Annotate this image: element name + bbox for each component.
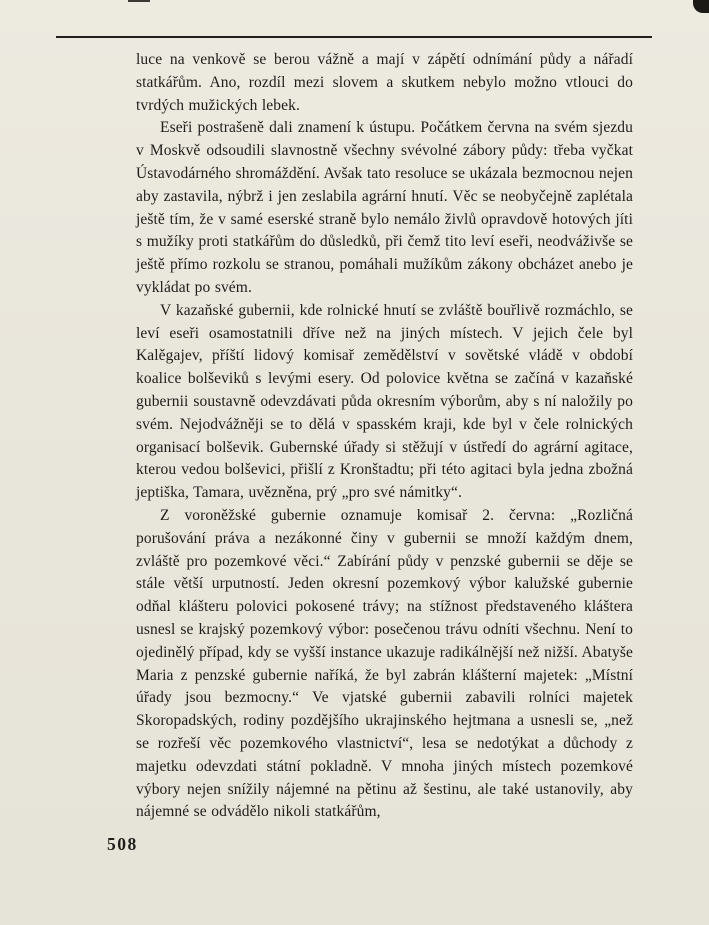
paragraph: Eseři postrašeně dali znamení k ústupu. Počátkem června na svém sjezdu v Moskvě odsoudili slavnostně všechny svévolné zábory půdy: třeba vyčkat Ústavodárného shromáždění. Avšak tato resoluce se ukázala bezmocnou nejen aby zastavila, nýbrž i jen zeslabila agrární hnutí. Věc se neobyčejně zaplétala ještě tím, že v samé eserské straně bylo nemálo živlů opravdově hotových jíti s mužíky proti statkářům do důsledků, při čemž tito leví eseři, neodváživše se ještě přímo rozkolu se stranou, pomáhali mužíkům zákony obcházet anebo je vykládat po svém. <box>136 119 633 296</box>
scan-artifact-corner <box>693 0 709 13</box>
paragraph: V kazaňské gubernii, kde rolnické hnutí se zvláště bouřlivě rozmáchlo, se leví eseři osamostatnili dříve než na jiných místech. V jejich čele byl Kalěgajev, příští lidový komisař zemědělství v sovětské vládě v období koalice bolševiků s levými esery. Od polovice května se začíná v kazaňské gubernii soustavně odevzdávati půda okresním výborům, aby s ní naložily po svém. Nejodvážněji se to dělá v spasském kraji, kde byl v čele rolnických organisací bolševik. Gubernské úřady si stěžují v ústředí do agrární agitace, kterou vedou bolševici, přišlí z Kronštadtu; při této agitaci byla jedna zbožná jeptiška, Tamara, uvězněna, prý „pro své námitky“. <box>136 301 633 502</box>
page-number: 508 <box>107 834 138 854</box>
header-rule <box>56 36 652 38</box>
paragraph: Z voroněžské gubernie oznamuje komisař 2. června: „Rozličná porušování práva a nezákonné činy v gubernii se množí každým dnem, zvláště pro pozemkové věci.“ Zabírání půdy v penzské gubernii se děje se stále větší urputností. Jeden okresní pozemkový výbor kalužské gubernie odňal klášteru polovici pokosené trávy; na stížnost představeného kláštera usnesl se krajský pozemkový výbor: posečenou trávu odníti všechnu. Není to ojedinělý případ, kdy se vyšší instance ukazuje radikálnější než nižší. Abatyše Maria z penzské gubernie naříká, že byl zabrán klášterní majetek: „Místní úřady jsou bezmocny.“ Ve vjatské gubernii zabavili rolníci majetek Skoropadských, rodiny pozdějšího ukrajinského hejtmana a usnesli se, „než se rozřeší věc pozemkového vlastnictví“, lesa se nedotýkat a důchody z majetku odevzdati státní pokladně. V mnoha jiných místech pozemkové výbory nejen snížily nájemné na pětinu až šestinu, ale také ustanovily, aby nájemné se odvádělo nikoli statkářům, <box>136 506 633 821</box>
body-text <box>136 49 633 824</box>
scan-artifact-top-edge <box>128 0 150 2</box>
paragraph-continued: luce na venkově se berou vážně a mají v zápětí odnímání půdy a nářadí statkářům. Ano, rozdíl mezi slovem a skutkem nebylo možno vtlouci do tvrdých mužických lebek. <box>136 51 633 114</box>
